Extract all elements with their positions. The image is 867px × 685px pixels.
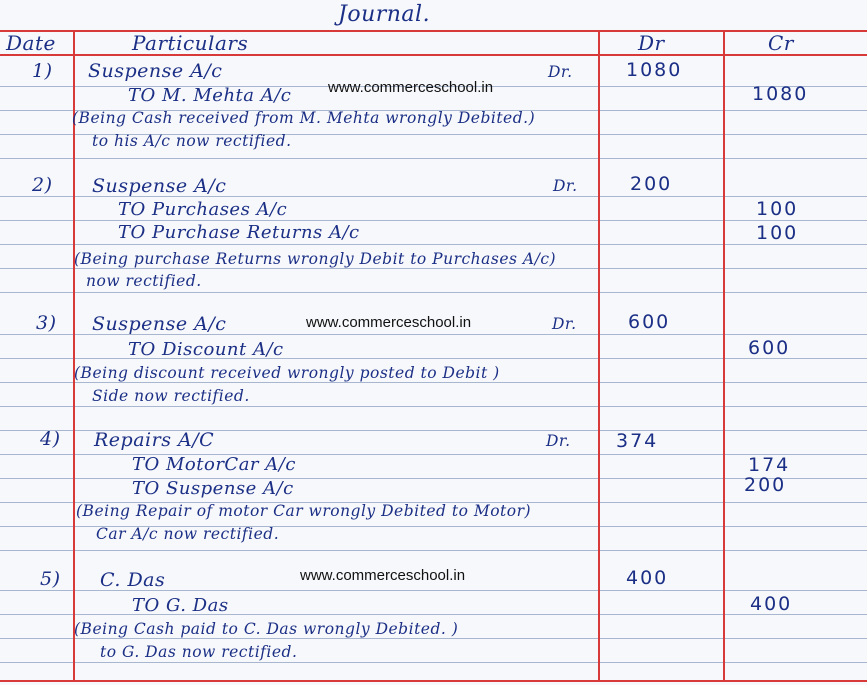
- watermark: www.commerceschool.in: [328, 79, 494, 96]
- debit-account: Suspense A/c: [88, 60, 223, 82]
- date-header: Date: [6, 31, 56, 55]
- dr-amount: 374: [616, 430, 659, 452]
- dr-amount: 400: [626, 567, 669, 589]
- date-column-divider: [73, 32, 75, 682]
- narration-line: (Being purchase Returns wrongly Debit to Purchases A/c): [74, 250, 557, 268]
- credit-account: TO G. Das: [132, 595, 229, 616]
- cr-amount: 200: [744, 474, 787, 496]
- narration-line: (Being Cash received from M. Mehta wrongly Debited.): [72, 109, 536, 127]
- dr-mark: Dr.: [553, 177, 578, 195]
- entry-number: 2): [32, 174, 53, 196]
- narration-line: (Being discount received wrongly posted to Debit ): [74, 364, 500, 382]
- page-title: Journal.: [338, 2, 431, 27]
- dr-mark: Dr.: [548, 63, 573, 81]
- ruled-line: [0, 478, 867, 479]
- narration-line: Side now rectified.: [92, 387, 250, 405]
- dr-mark: Dr.: [546, 432, 571, 450]
- ruled-line: [0, 244, 867, 245]
- ruled-line: [0, 662, 867, 663]
- narration-line: now rectified.: [86, 272, 202, 290]
- cr-header: Cr: [768, 31, 794, 55]
- cr-amount: 174: [748, 454, 791, 476]
- ruled-line: [0, 382, 867, 383]
- narration-line: (Being Repair of motor Car wrongly Debited to Motor): [76, 502, 532, 520]
- ruled-line: [0, 454, 867, 455]
- table-bottom-line: [0, 680, 867, 682]
- credit-account: TO Suspense A/c: [132, 478, 294, 499]
- debit-account: C. Das: [100, 569, 166, 591]
- debit-account: Repairs A/C: [94, 429, 215, 451]
- dr-header: Dr: [638, 31, 665, 55]
- cr-amount: 600: [748, 337, 791, 359]
- header-bottom-line: [0, 54, 867, 56]
- entry-number: 5): [40, 568, 61, 590]
- ruled-line: [0, 292, 867, 293]
- credit-account: TO Purchases A/c: [118, 199, 288, 220]
- narration-line: to G. Das now rectified.: [100, 643, 298, 661]
- ruled-line: [0, 614, 867, 615]
- dr-mark: Dr.: [552, 315, 577, 333]
- cr-amount: 1080: [752, 83, 809, 105]
- narration-line: Car A/c now rectified.: [96, 525, 280, 543]
- particulars-column-divider: [598, 32, 600, 682]
- dr-amount: 200: [630, 173, 673, 195]
- header-top-line: [0, 30, 867, 32]
- dr-amount: 600: [628, 311, 671, 333]
- credit-account: TO M. Mehta A/c: [128, 85, 292, 106]
- entry-number: 4): [40, 428, 61, 450]
- narration-line: (Being Cash paid to C. Das wrongly Debited. ): [74, 620, 459, 638]
- debit-account: Suspense A/c: [92, 175, 227, 197]
- cr-amount: 100: [756, 222, 799, 244]
- entry-number: 1): [32, 60, 53, 82]
- ruled-line: [0, 638, 867, 639]
- dr-column-divider: [723, 32, 725, 682]
- credit-account: TO MotorCar A/c: [132, 454, 296, 475]
- watermark: www.commerceschool.in: [300, 567, 466, 584]
- dr-amount: 1080: [626, 59, 683, 81]
- ruled-line: [0, 158, 867, 159]
- particulars-header: Particulars: [132, 31, 249, 55]
- watermark: www.commerceschool.in: [306, 314, 472, 331]
- credit-account: TO Discount A/c: [128, 339, 284, 360]
- credit-account: TO Purchase Returns A/c: [118, 222, 360, 243]
- ruled-line: [0, 220, 867, 221]
- debit-account: Suspense A/c: [92, 313, 227, 335]
- ruled-line: [0, 550, 867, 551]
- ruled-line: [0, 406, 867, 407]
- cr-amount: 100: [756, 198, 799, 220]
- ruled-line: [0, 268, 867, 269]
- entry-number: 3): [36, 312, 57, 334]
- narration-line: to his A/c now rectified.: [92, 132, 292, 150]
- cr-amount: 400: [750, 593, 793, 615]
